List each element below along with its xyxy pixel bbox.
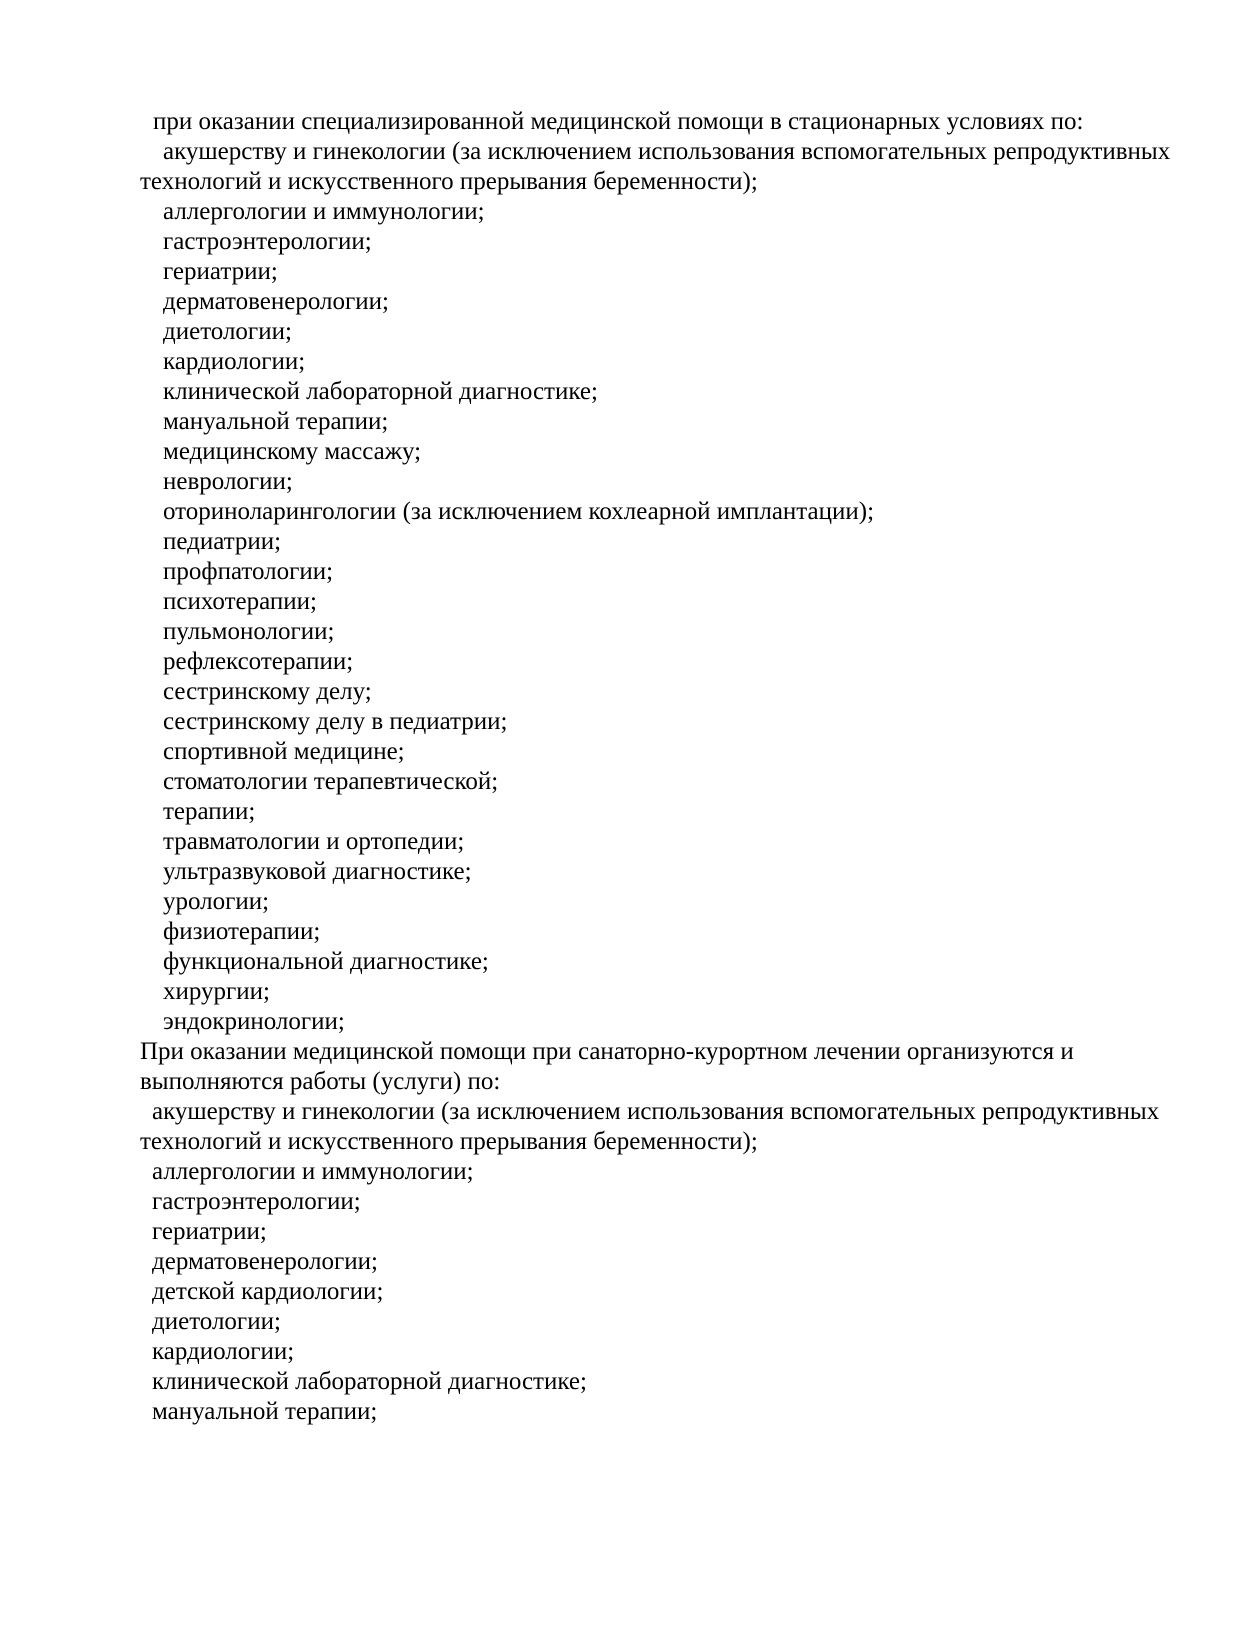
list-item: медицинскому массажу; xyxy=(163,438,422,465)
section-sanatorium-care xyxy=(140,1037,1180,1427)
list-item: травматологии и ортопедии; xyxy=(163,828,465,855)
list-item: мануальной терапии; xyxy=(163,408,389,435)
list-item: неврологии; xyxy=(163,468,293,495)
list-item: эндокринологии; xyxy=(163,1008,345,1035)
list-item: кардиологии; xyxy=(163,348,306,375)
list-item: терапии; xyxy=(163,798,256,825)
list-item: сестринскому делу; xyxy=(163,678,372,705)
list-item: детской кардиологии; xyxy=(152,1278,384,1305)
list-item: акушерству и гинекологии (за исключением использования вспомогательных репродуктивных технологий и искусственного прерывания беременности); xyxy=(140,138,1171,195)
list-item: гастроэнтерологии; xyxy=(163,228,372,255)
list-item: гериатрии; xyxy=(163,258,278,285)
list-item: педиатрии; xyxy=(163,528,282,555)
list-item: хирургии; xyxy=(163,978,271,1005)
list-item: клинической лабораторной диагностике; xyxy=(152,1368,587,1395)
list-item: гериатрии; xyxy=(152,1218,267,1245)
list-item: функциональной диагностике; xyxy=(163,948,489,975)
list-item: дерматовенерологии; xyxy=(152,1248,378,1275)
list-item: дерматовенерологии; xyxy=(163,288,389,315)
list-item: диетологии; xyxy=(163,318,292,345)
list-item: мануальной терапии; xyxy=(152,1398,378,1425)
list-item: рефлексотерапии; xyxy=(163,648,354,675)
section-intro-sanatorium: При оказании медицинской помощи при санаторно-курортном лечении организуются и выполняются работы (услуги) по: xyxy=(140,1038,1074,1095)
section-intro-inpatient: при оказании специализированной медицинской помощи в стационарных условиях по: xyxy=(153,108,1084,135)
list-item: ультразвуковой диагностике; xyxy=(163,858,472,885)
list-item: аллергологии и иммунологии; xyxy=(163,198,485,225)
sanatorium-items-list xyxy=(140,1097,1180,1427)
inpatient-items-list xyxy=(140,137,1180,1037)
list-item: диетологии; xyxy=(152,1308,281,1335)
list-item: физиотерапии; xyxy=(163,918,321,945)
list-item: кардиологии; xyxy=(152,1338,295,1365)
list-item: оториноларингологии (за исключением кохлеарной имплантации); xyxy=(163,498,875,525)
section-inpatient-care xyxy=(140,107,1180,1037)
list-item: психотерапии; xyxy=(163,588,317,615)
list-item: урологии; xyxy=(163,888,270,915)
list-item: сестринскому делу в педиатрии; xyxy=(163,708,508,735)
list-item: клинической лабораторной диагностике; xyxy=(163,378,598,405)
document-text-block xyxy=(140,107,1180,1427)
list-item: пульмонологии; xyxy=(163,618,335,645)
list-item: спортивной медицине; xyxy=(163,738,405,765)
list-item: акушерству и гинекологии (за исключением использования вспомогательных репродуктивных технологий и искусственного прерывания беременности); xyxy=(140,1098,1160,1155)
list-item: гастроэнтерологии; xyxy=(152,1188,361,1215)
list-item: аллергологии и иммунологии; xyxy=(152,1158,474,1185)
list-item: стоматологии терапевтической; xyxy=(163,768,499,795)
list-item: профпатологии; xyxy=(163,558,334,585)
